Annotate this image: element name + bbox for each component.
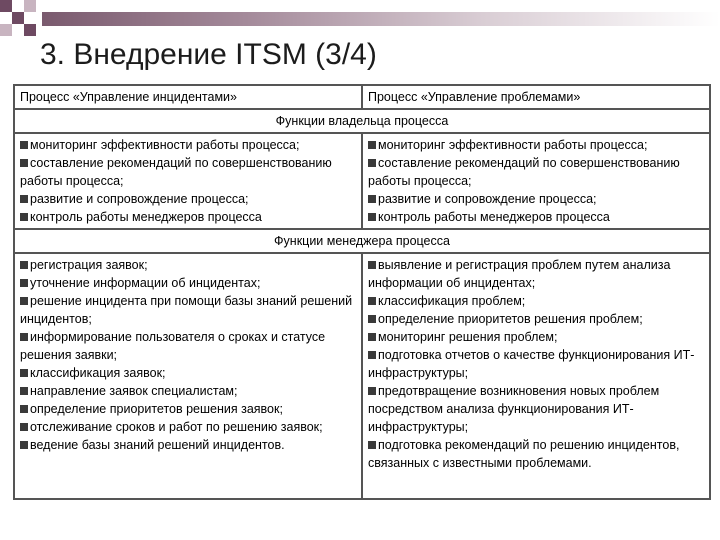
square-bullet-icon: [20, 369, 28, 377]
list-item-text: контроль работы менеджеров процесса: [378, 210, 610, 224]
square-bullet-icon: [368, 441, 376, 449]
list-item-text: ведение базы знаний решений инцидентов.: [30, 438, 285, 452]
list-item-text: контроль работы менеджеров процесса: [30, 210, 262, 224]
list-item: [20, 190, 356, 208]
decor-square: [0, 24, 12, 36]
square-bullet-icon: [20, 141, 28, 149]
list-item-text: информирование пользователя о сроках и статусе решения заявки;: [20, 330, 326, 362]
list-item: [368, 310, 704, 328]
square-bullet-icon: [20, 423, 28, 431]
square-bullet-icon: [20, 213, 28, 221]
list-item: [20, 136, 356, 154]
list-item-text: развитие и сопровождение процесса;: [378, 192, 597, 206]
section-row: [14, 109, 710, 133]
section-title: Функции менеджера процесса: [14, 229, 710, 253]
list-item: [368, 292, 704, 310]
list-item: [368, 256, 704, 292]
list-item-text: отслеживание сроков и работ по решению заявок;: [30, 420, 323, 434]
column-header: Процесс «Управление инцидентами»: [14, 85, 362, 109]
list-item-text: составление рекомендаций по совершенствованию работы процесса;: [20, 156, 332, 188]
list-item-text: подготовка рекомендаций по решению инцидентов, связанных с известными проблемами.: [368, 438, 680, 470]
section-title: Функции владельца процесса: [14, 109, 710, 133]
list-item: [20, 436, 356, 454]
list-item-text: мониторинг решения проблем;: [378, 330, 558, 344]
list-item-text: определение приоритетов решения проблем;: [378, 312, 643, 326]
square-bullet-icon: [20, 195, 28, 203]
list-item: [20, 274, 356, 292]
decor-square: [24, 0, 36, 12]
list-item-text: развитие и сопровождение процесса;: [30, 192, 249, 206]
square-bullet-icon: [368, 315, 376, 323]
list-item-text: направление заявок специалистам;: [30, 384, 238, 398]
list-item: [20, 256, 356, 274]
owner-left-cell: [14, 133, 362, 229]
list-item: [20, 328, 356, 364]
square-bullet-icon: [368, 387, 376, 395]
list-item: [20, 382, 356, 400]
list-item: [368, 346, 704, 382]
manager-functions-row: [14, 253, 710, 499]
list-item: [20, 292, 356, 328]
list-item: [20, 400, 356, 418]
list-item-text: подготовка отчетов о качестве функционирования ИТ-инфраструктуры;: [368, 348, 695, 380]
square-bullet-icon: [368, 195, 376, 203]
owner-functions-row: [14, 133, 710, 229]
list-item: [20, 364, 356, 382]
list-item: [368, 136, 704, 154]
square-bullet-icon: [20, 159, 28, 167]
header-row: [14, 85, 710, 109]
decor-bar: [42, 12, 720, 26]
list-item: [20, 208, 356, 226]
square-bullet-icon: [368, 261, 376, 269]
list-item: [368, 154, 704, 190]
square-bullet-icon: [20, 405, 28, 413]
list-item-text: классификация заявок;: [30, 366, 166, 380]
square-bullet-icon: [20, 261, 28, 269]
list-item: [368, 436, 704, 472]
list-item-text: составление рекомендаций по совершенствованию работы процесса;: [368, 156, 680, 188]
section-row: [14, 229, 710, 253]
list-item: [20, 154, 356, 190]
decor-square: [0, 0, 12, 12]
column-header: Процесс «Управление проблемами»: [362, 85, 710, 109]
list-item: [368, 190, 704, 208]
list-item-text: уточнение информации об инцидентах;: [30, 276, 261, 290]
list-item-text: решение инцидента при помощи базы знаний решений инцидентов;: [20, 294, 353, 326]
list-item-text: регистрация заявок;: [30, 258, 148, 272]
list-item-text: предотвращение возникновения новых проблем посредством анализа функционирования ИТ-инфраструктуры;: [368, 384, 660, 434]
square-bullet-icon: [368, 333, 376, 341]
square-bullet-icon: [20, 333, 28, 341]
list-item-text: определение приоритетов решения заявок;: [30, 402, 283, 416]
slide-title: 3. Внедрение ITSM (3/4): [40, 38, 377, 71]
square-bullet-icon: [368, 141, 376, 149]
list-item-text: выявление и регистрация проблем путем анализа информации об инцидентах;: [368, 258, 671, 290]
square-bullet-icon: [368, 351, 376, 359]
square-bullet-icon: [20, 387, 28, 395]
square-bullet-icon: [368, 297, 376, 305]
list-item-text: мониторинг эффективности работы процесса;: [378, 138, 648, 152]
square-bullet-icon: [20, 297, 28, 305]
owner-right-cell: [362, 133, 710, 229]
list-item: [368, 382, 704, 436]
manager-left-cell: [14, 253, 362, 499]
square-bullet-icon: [368, 159, 376, 167]
square-bullet-icon: [368, 213, 376, 221]
list-item-text: классификация проблем;: [378, 294, 526, 308]
manager-right-cell: [362, 253, 710, 499]
decor-square: [24, 24, 36, 36]
square-bullet-icon: [20, 441, 28, 449]
list-item: [368, 328, 704, 346]
list-item-text: мониторинг эффективности работы процесса;: [30, 138, 300, 152]
square-bullet-icon: [20, 279, 28, 287]
list-item: [20, 418, 356, 436]
decor-square: [12, 12, 24, 24]
list-item: [368, 208, 704, 226]
functions-table: [13, 84, 711, 500]
